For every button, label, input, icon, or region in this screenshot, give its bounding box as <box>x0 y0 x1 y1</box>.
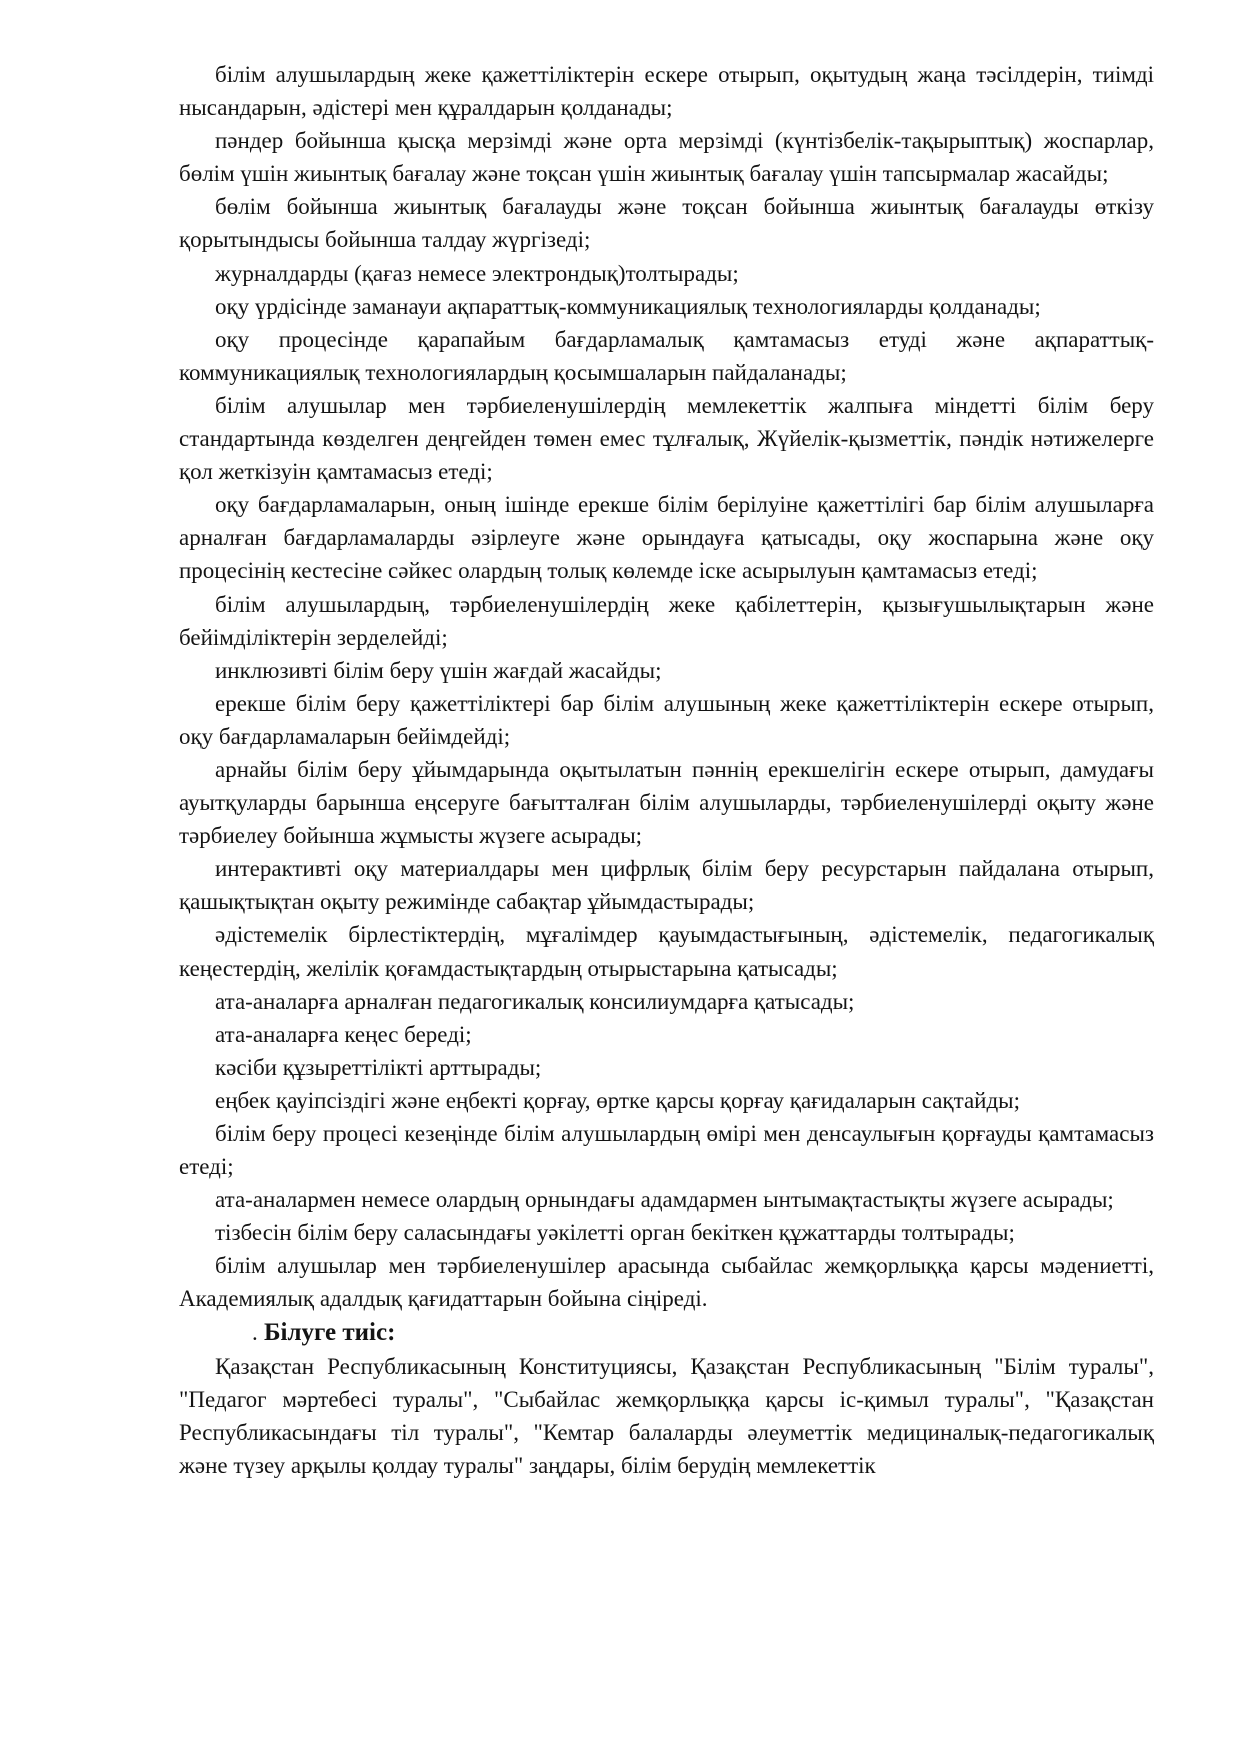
paragraph: еңбек қауіпсіздігі және еңбекті қорғау, өртке қарсы қорғау қағидаларын сақтайды; <box>215 1087 1020 1113</box>
paragraph: Қазақстан Республикасының Конституциясы, Қазақстан Республикасының "Білім туралы", "Педагог мәртебесі туралы", "Сыбайлас жемқорлыққа қарсы іс-қимыл туралы", "Қазақстан Республикасындағы тіл туралы", "Кемтар балаларды әлеуметтік медициналық-педагогикалық және түзеу арқылы қолдау туралы" заңдары, білім берудің мемлекеттік <box>179 1353 1154 1478</box>
paragraph: әдістемелік бірлестіктердің, мұғалімдер қауымдастығының, әдістемелік, педагогикалық кеңестердің, желілік қоғамдастықтардың отырыстарына қатысады; <box>179 922 1154 981</box>
section-heading-text: Білуге тиіс: <box>264 1318 396 1346</box>
paragraph: ата-аналарға кеңес береді; <box>215 1021 472 1047</box>
paragraph: білім алушылардың жеке қажеттіліктерін ескере отырып, оқытудың жаңа тәсілдерін, тиімді нысандарын, әдістері мен құралдарын қолданады; <box>179 62 1154 121</box>
paragraph: бөлім бойынша жиынтық бағалауды және тоқсан бойынша жиынтық бағалауды өткізу қорытындысы бойынша талдау жүргізеді; <box>179 194 1154 253</box>
paragraph: кәсіби құзыреттілікті арттырады; <box>215 1054 542 1080</box>
section-heading-prefix: . <box>252 1319 258 1345</box>
paragraph: ата-аналармен немесе олардың орнындағы адамдармен ынтымақтастықты жүзеге асырады; <box>215 1187 1114 1213</box>
paragraph: арнайы білім беру ұйымдарында оқытылатын пәннің ерекшелігін ескере отырып, дамудағы ауытқуларды барынша еңсеруге бағытталған білім алушыларды, тәрбиеленушілерді оқыту және тәрбиелеу бойынша жұмысты жүзеге асырады; <box>179 756 1154 849</box>
paragraph: оқу бағдарламаларын, оның ішінде ерекше білім берілуіне қажеттілігі бар білім алушыларға арналған бағдарламаларды әзірлеуге және орындауға қатысады, оқу жоспарына және оқу процесінің кестесіне сәйкес олардың толық көлемде іске асырылуын қамтамасыз етеді; <box>179 492 1154 584</box>
document-page <box>179 58 1154 1482</box>
section-heading <box>179 1316 1154 1350</box>
paragraph: ерекше білім беру қажеттіліктері бар білім алушының жеке қажеттіліктерін ескере отырып, оқу бағдарламаларын бейімдейді; <box>179 690 1154 749</box>
paragraph: пәндер бойынша қысқа мерзімді және орта мерзімді (күнтізбелік-тақырыптық) жоспарлар, бөлім үшін жиынтық бағалау және тоқсан үшін жиынтық бағалау үшін тапсырмалар жасайды; <box>179 128 1154 187</box>
paragraph: ата-аналарға арналған педагогикалық консилиумдарға қатысады; <box>215 988 855 1014</box>
paragraph: білім алушылар мен тәрбиеленушілердің мемлекеттік жалпыға міндетті білім беру стандартында көзделген деңгейден төмен емес тұлғалық, Жүйелік-қызметтік, пәндік нәтижелерге қол жеткізуін қамтамасыз етеді; <box>179 392 1154 485</box>
paragraph: оқу процесінде қарапайым бағдарламалық қамтамасыз етуді және ақпараттық-коммуникациялық технологиялардың қосымшаларын пайдаланады; <box>179 326 1154 385</box>
paragraph: интерактивті оқу материалдары мен цифрлық білім беру ресурстарын пайдалана отырып, қашықтықтан оқыту режимінде сабақтар ұйымдастырады; <box>179 856 1154 915</box>
paragraph: инклюзивті білім беру үшін жағдай жасайды; <box>215 657 662 683</box>
paragraph: білім алушылар мен тәрбиеленушілер арасында сыбайлас жемқорлыққа қарсы мәдениетті, Академиялық адалдық қағидаттарын бойына сіңіреді. <box>179 1253 1154 1312</box>
paragraph: оқу үрдісінде заманауи ақпараттық-коммуникациялық технологияларды қолданады; <box>215 293 1041 319</box>
paragraph: білім беру процесі кезеңінде білім алушылардың өмірі мен денсаулығын қорғауды қамтамасыз етеді; <box>179 1121 1154 1180</box>
paragraph: тізбесін білім беру саласындағы уәкілетті орган бекіткен құжаттарды толтырады; <box>215 1220 1015 1246</box>
paragraph: журналдарды (қағаз немесе электрондық)толтырады; <box>215 260 739 286</box>
paragraph: білім алушылардың, тәрбиеленушілердің жеке қабілеттерін, қызығушылықтарын және бейімділіктерін зерделейді; <box>179 591 1154 650</box>
